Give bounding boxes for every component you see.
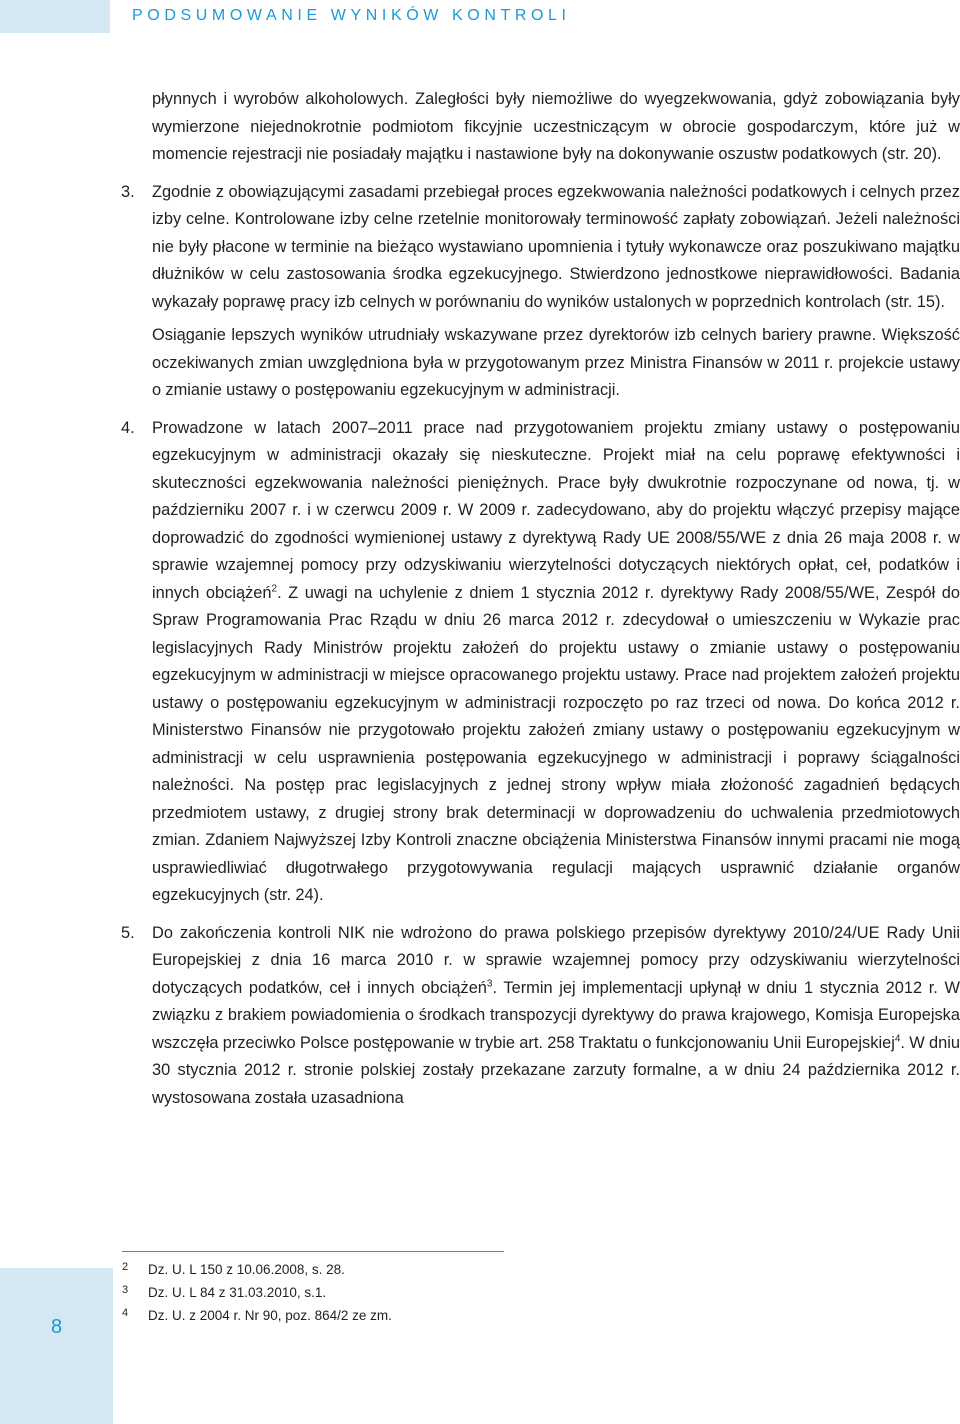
footnote-text: Dz. U. z 2004 r. Nr 90, poz. 864/2 ze zm.: [148, 1308, 392, 1323]
page-number: 8: [50, 1316, 63, 1338]
item-5-text-part-1: Do zakończenia kontroli NIK nie wdrożono do prawa polskiego przepisów dyrektywy 2010/24/UE Rady Unii Europejskiej z dnia 16 marca 2010 r. w sprawie wzajemnej pomocy przy odzyskiwaniu wierzytelności dotyczących podatków, ceł i innych obciążeń: [152, 923, 960, 997]
footnote-number: 2: [122, 1261, 129, 1273]
footnote: [122, 1258, 392, 1281]
list-item-3: [121, 179, 960, 405]
footnote-ref-4[interactable]: 4: [894, 1033, 901, 1045]
footnote-number: 4: [122, 1307, 129, 1319]
document-body: [121, 86, 960, 1112]
list-item-5: [121, 920, 960, 1113]
footnote: [122, 1281, 392, 1304]
header-color-block: [0, 0, 110, 33]
item-5-text-part-2: . Termin jej implementacji upłynął w dniu 1 stycznia 2012 r. W związku z brakiem powiadomienia o środkach transpozycji dyrektywy do prawa krajowego, Komisja Europejska wszczęła przeciwko Polsce postępowanie w trybie art. 258 Traktatu o funkcjonowaniu Unii Europejskiej: [152, 978, 960, 1052]
running-header-title: PODSUMOWANIE WYNIKÓW KONTROLI: [132, 7, 571, 24]
item-4-text-part-2: . Z uwagi na uchylenie z dniem 1 stycznia 2012 r. dyrektywy Rady 2008/55/WE, Zespół do Spraw Programowania Prac Rządu w dniu 26 marca 2012 r. zdecydował o umieszczeniu w Wykazie prac legislacyjnych Rady Ministrów projektu założeń do projektu ustawy o zmianie ustawy o postępowaniu egzekucyjnym w administracji w miejsce opracowanego projektu ustawy. Prace nad projektem założeń projektu ustawy o postępowaniu egzekucyjnym w administracji rozpoczęto po raz trzeci od nowa. Do końca 2012 r. Ministerstwo Finansów nie przygotowało projektu założeń zmiany ustawy o postępowaniu egzekucyjnym w administracji w celu usprawnienia postępowania egzekucyjnego w administracji i poprawy ściągalności należności. Na postęp prac legislacyjnych z jednej strony wpływ miała złożoność zagadnień będących przedmiotem ustawy, z drugiej strony brak determinacji w doprowadzeniu do uchwalenia przedmiotowych zmian. Zdaniem Najwyższej Izby Kontroli znaczne obciążenia Ministerstwa Finansów innymi pracami nie mogą usprawiedliwiać długotrwałego przygotowywania regulacji mających usprawnić działanie organów egzekucyjnych (str. 24).: [152, 583, 960, 904]
footnote: [122, 1304, 392, 1327]
footnotes: [122, 1258, 392, 1327]
item-3-paragraph-1: Zgodnie z obowiązującymi zasadami przebiegał proces egzekwowania należności podatkowych i celnych przez izby celne. Kontrolowane izby celne rzetelnie monitorowały terminowość zapłaty zobowiązań. Jeżeli należności nie były płacone w terminie na bieżąco wystawiano upomnienia i tytuły wykonawcze oraz poszukiwano majątku dłużników w celu zastosowania środka egzekucyjnego. Stwierdzono jednostkowe nieprawidłowości. Badania wykazały poprawę pracy izb celnych w porównaniu do wyników ustalonych w poprzednich kontrolach (str. 15).: [152, 182, 960, 311]
page-number-block: [0, 1268, 113, 1424]
footnote-text: Dz. U. L 84 z 31.03.2010, s.1.: [148, 1285, 327, 1300]
footnote-ref-2[interactable]: 2: [271, 583, 278, 595]
item-number: 5.: [121, 923, 135, 942]
list-item-4: [121, 415, 960, 910]
item-number: 3.: [121, 182, 135, 201]
footnote-text: Dz. U. L 150 z 10.06.2008, s. 28.: [148, 1262, 345, 1277]
item-number: 4.: [121, 418, 135, 437]
footnote-number: 3: [122, 1284, 129, 1296]
footnote-divider: [122, 1251, 504, 1252]
intro-paragraph: płynnych i wyrobów alkoholowych. Zaległości były niemożliwe do wyegzekwowania, gdyż zobowiązania były wymierzone niejednokrotnie podmiotom fikcyjnie uczestniczącym w obrocie gospodarczym, które już w momencie rejestracji nie posiadały majątku i nastawione były na dokonywanie oszustw podatkowych (str. 20).: [152, 90, 960, 163]
item-3-paragraph-2: Osiąganie lepszych wyników utrudniały wskazywane przez dyrektorów izb celnych bariery prawne. Większość oczekiwanych zmian uwzględniona była w przygotowanym przez Ministra Finansów w 2011 r. projekcie ustawy o zmianie ustawy o postępowaniu egzekucyjnym w administracji.: [152, 326, 960, 399]
item-4-text-part-1: Prowadzone w latach 2007–2011 prace nad przygotowaniem projektu zmiany ustawy o postępowaniu egzekucyjnym w administracji okazały się nieskuteczne. Projekt miał na celu poprawę efektywności i skuteczności egzekwowania należności pieniężnych. Prace były dwukrotnie rozpoczynane od nowa, tj. w październiku 2007 r. i w czerwcu 2009 r. W 2009 r. zadecydowano, aby do projektu włączyć przepisy mające doprowadzić do zgodności wymienionej ustawy z dyrektywą Rady UE 2008/55/WE z dnia 26 maja 2008 r. w sprawie wzajemnej pomocy przy odzyskiwaniu wierzytelności dotyczących niektórych opłat, ceł, podatków i innych obciążeń: [152, 418, 960, 602]
footnote-ref-3[interactable]: 3: [486, 978, 493, 990]
item-5-text-part-3: . W dniu 30 stycznia 2012 r. stronie polskiej zostały przekazane zarzuty formalne, a w dniu 24 października 2012 r. wystosowana została uzasadniona: [152, 1033, 960, 1107]
item-5-paragraph: [152, 920, 960, 1113]
item-4-paragraph: [152, 415, 960, 910]
